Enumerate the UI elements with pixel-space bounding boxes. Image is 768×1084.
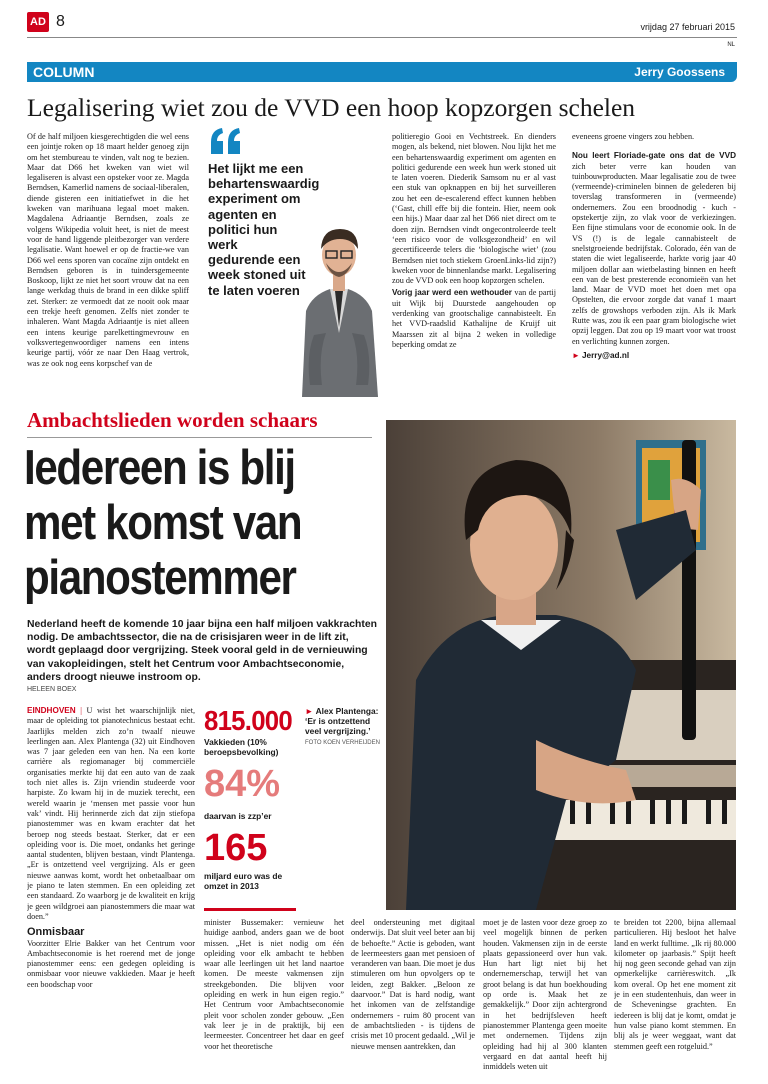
feature-kicker: Ambachtslieden worden schaars [27,408,318,432]
feature-body-2: minister Bussemaker: vernieuw het huidige aanbod, anders gaan we de boot missen. „Het is niet nodig om één opleiding voor elk ambacht te hebben waar alle leerlingen uit het land naartoe komen. De meeste vakmensen zijn streekgebonden. Die blijven voor opleiding en werk in hun eigen regio.” Het Centrum voor Ambachtseconomie pleit voor scholen zonder gebouw. „Een vak leer je in de praktijk, bij een leermeester. Concentreer het daar en geef voor het theoretische [204,918,344,1051]
feature-text-col4 [483,918,607,1078]
column-body-4a: eveneens groene vingers zou hebben. [572,132,695,141]
column-text-col1 [27,132,189,394]
feature-text-col1: EINDHOVEN | U wist het waarschijnlijk niet, maar de opleiding tot pianotechnicus bestaat echt. Jaarlijks melden zich zo’n twaalf nieuwe leerlingen aan. Alex Plantenga (32) uit Eindhoven was 7 jaar geleden een van hen. Na een korte carrière als regiomanager bij commerciële organisaties merkte hij dat een auto van de zaak toch niet alles is. Zijn vriendin studeerde voor harpiste. Zo kwam hij in de muziek terecht, een wereld waarin je ‘mensen met passie voor hun vak’ vindt. Hij herinnerde zich dat zijn stiefopa pianostemmer was en kwam erachter dat het beroep nog steeds bestaat. Sterker, dat er een opleiding voor is. Die moet, ondanks het geringe aantal studenten, blijven bestaan, vindt Plantenga. „Er is ontzettend veel vergrijzing. Als er geen nieuwe aanwas komt, wordt het onbetaalbaar om je piano te laten stemmen. En een opleiding zet een standaard. Zo waarborg je de kwaliteit en krijg je geen wildgroei aan pianostemmers die maar wat doen.” Onmisbaar Voorzitter Elrie Bakker van het Centrum voor Ambachtseconomie is het roerend met de jonge pianostemmer eens: een gedegen opleiding is onmisbaar voor nieuwe vakkieden. Maar je heeft een boodschap voor [27,706,195,989]
photo-caption [305,706,383,748]
stats-box [204,706,299,906]
stat-3-value: 165 [204,827,268,869]
email-arrow-icon: ► [572,350,580,360]
column-body-4: zich beter verre kan houden van tuinbouwproducten. Maar legalisatie zou de twee (vermeende)-criminelen binnen de gelederen bij toverslag transformeren in (vermeende) ondernemers. Zou een broodnodig - kuch - opstekertje zijn, zo vlak voor de verkiezingen. Een fijne stimulans voor de economie ook. In de VS (!) is de legale cannabisteelt de snelstgroeiende bedrijfstak. Colorado, één van de staten die wiet legaliseerde, harkte vorig jaar 40 miljoen dollar aan wietbelasting binnen en heeft een van de best presterende economieën van het land. Maar de VVD moet het doen met opa Opstelten, die ervoor zorgde dat vanaf 1 maart zelfs de growshops verboden zijn. Als ik Mark Rutte was, zou ik een paar gram biologische wiet opzij leggen. Dat zou op 19 maart voor wat troost en verlichting kunnen zorgen. [572,161,736,346]
column-headline: Legalisering wiet zou de VVD een hoop kopzorgen schelen [27,93,636,122]
stat-1-label: Vakkieden (10% beroepsbevolking) [204,737,279,757]
ad-logo: AD [27,12,49,32]
column-email[interactable]: Jerry@ad.nl [581,350,630,360]
column-bar [27,62,737,82]
column-body-1: Of de half miljoen kiesgerechtigden die wel eens een jointje roken op 18 maart helder genoeg zijn om het stembureau te vinden, valt nog te bezien. Maar dat D66 het kweken van wiet wil legaliseren is alvast een opsteker voor ze. Magda Berndsen, Kamerlid namens de sociaal-liberalen, diende gisteren een initiatiefwet in die het kweken van marihuana legaal moet maken. Magdalena Adriaantje Berndsen, zoals ze volgens Wikipedia voluit heet, is niet de meest voor de hand liggende pleitbezorger van verdere legalisatie. Want hoewel er op de fractie-we van D66 wel eens sporen van cocaïne zijn ontdekt en Berndsen geboren is in tuindersgemeente Boskoop, lijkt ze niet het soort vrouw dat na een lange werkdag thuis de brand in een dikke spliff zet. Sterker: ze vermoedt dat ze nooit ook maar een trekje heeft genomen. Zelfs niet zonder te inhaleren. Want Magda Adriaantje is niet alleen een intens keurige parelkettingmevrouw en volksvertegenwoordiger namens een intens keurige partij, vóór ze naar Den Haag vertrok, was ze ook nog eens korpschef van de [27,132,189,368]
headline-line-3: pianostemmer [24,551,296,605]
pianist-photo [386,420,736,910]
stat-2-label: daarvan is zzp’er [204,811,272,821]
feature-text-col5 [614,918,736,1078]
page-date: vrijdag 27 februari 2015 [640,22,735,32]
feature-byline: HELEEN BOEX [27,686,77,693]
column-lead-3: Vorig jaar werd een wethouder [392,288,512,298]
stat-1-value: 815.000 [204,705,292,736]
stat-3-label: miljard euro was de omzet in 2013 [204,871,283,891]
column-text-col3 [392,132,556,394]
stat-2-value: 84% [204,763,281,805]
headline-line-2: met komst van [24,496,302,550]
photo-credit: FOTO KOEN VERHEIJDEN [305,740,380,746]
quote-mark [209,126,243,156]
masthead-rule [27,37,737,38]
feature-body-5: te breiden tot 2200, bijna allemaal particulieren. Hij besloot het halve land en werkt fulltime. „Ik rij 80.000 kilometer op jaarbasis.” Spijt heeft hij nog geen seconde gehad van zijn opmerkelijke carrièreswitch. „Ik kom overal. Op het ene moment zit je in een studentenhuis, dan weer in de Scheveningse grachten. En iedereen is blij dat je komt, omdat je hun valse piano komt stemmen. En blij als je weer weggaat, want dat stemmen geeft een rotgeluid.” [614,918,736,1051]
feature-kicker-rule [27,437,372,438]
column-author: Jerry Goossens [634,65,725,79]
column-label: COLUMN [33,64,95,80]
page-number: 8 [56,13,65,30]
caption-text: Alex Plantenga: ‘Er is ontzettend veel vergrijzing.’ [305,706,379,736]
column-body-3: politieregio Gooi en Vechtstreek. En dienders mogen, als bekend, niet blowen. Nou lijkt het me een behartenswaardig experiment om agenten en politici gedurende een week hun werk stoned uit te laten voeren. Diederik Samsom nu er al vast een stuk van opknappen en bij het surveilleren zou het een de-escalerend effect kunnen hebben (‘Gast, chill effe bij die fontein. Hier, neem ook een hijs.) Maar daar zal het D66 niet direct om te doen zijn. Berndsen vindt ongecontroleerde teelt ‘een risico voor de volksgezondheid’ en wil gecertificeerde telers die ‘biologische wiet’ (zou Berndsen niet toch stiekem GroenLinks-lid zijn?) kweken voor de binnenlandse markt. Legalisering zou de VVD ook een hoop kopzorgen schelen. [392,132,556,286]
feature-text-col3 [351,918,475,1078]
feature-body-1: U wist het waarschijnlijk niet, maar de opleiding tot pianotechnicus bestaat echt. Jaarlijks melden zich zo’n twaalf nieuwe leerlingen aan. Alex Plantenga (32) uit Eindhoven was 7 jaar geleden een van hen. Na een korte carrière als regiomanager bij commerciële organisaties merkte hij dat een auto van de zaak toch niet alles is. Zijn vriendin studeerde voor harpiste. Zo kwam hij in de muziek terecht, een wereld waarin je ‘mensen met passie voor hun vak’ vindt. Hij herinnerde zich dat zijn stiefopa pianostemmer was en kwam erachter dat het beroep nog steeds bestaat. Sterker, dat er een opleiding voor is. Die moet, ondanks het geringe aantal studenten, blijven bestaan, vindt Plantenga. „Er is ontzettend veel vergrijzing. Als er geen nieuwe aanwas komt, wordt het onbetaalbaar om je piano te laten stemmen. En een opleiding zet een standaard. Zo waarborg je de kwaliteit en krijg je geen wildgroei aan pianostemmers die maar wat doen.” [27,706,195,921]
headline-line-1: Iedereen is blij [24,441,295,495]
feature-subhead: Onmisbaar [27,926,85,939]
columnist-portrait [296,215,382,397]
column-body-3b: van de partij uit Wijk bij Duurstede aangehouden op verdenking van grootschalige cannabisteelt. En het VVD-raadslid Kathalijne de Kruijf uit Maarssen zit al bijna 2 weken in volledige beperking omdat ze [392,288,556,349]
column-lead-4: Nou leert Floriade-gate ons dat de VVD [572,151,736,161]
feature-headline [24,441,334,606]
dateline: EINDHOVEN [27,706,76,715]
stats-underline [204,908,296,911]
column-pull-quote: Het lijkt me een behartenswaardig experiment om agenten en politici hun werk gedurende een week stoned uit te laten voeren [208,161,320,298]
feature-text-col2 [204,918,344,1078]
feature-body-4: moet je de lasten voor deze groep zo veel mogelijk binnen de perken houden. Vakmensen zijn in de eerste plaats gepassioneerd over hun vak. Hun hart ligt niet bij het ondernemerschap, terwijl het van groot belang is dat hun boekhouding op orde is. Maak het ze gemakkelijk.” Door zijn achtergrond in het bedrijfsleven heeft pianostemmer Plantenga geen moeite met ondernemen. Tijdens zijn opleiding had hij al 300 klanten vergaard en dat aantal heeft hij inmiddels weten uit [483,918,607,1072]
caption-arrow-icon: ► [305,706,314,716]
feature-body-1b: Voorzitter Elrie Bakker van het Centrum voor Ambachtseconomie is het roerend met de jonge pianostemmer eens: een gedegen opleiding is onmisbaar voor nieuwe vakkieden. Maar je heeft een boodschap voor [27,938,195,989]
feature-body-3: deel ondersteuning met digitaal onderwijs. Dat sluit veel beter aan bij de behoefte.” Actie is geboden, want de leermeesters gaan met pensioen of veranderen van baan. Die moet je dus stimuleren om hun opvolgers op te leiden, zegt Bakker. „Beloon ze daarvoor.” Dat is hard nodig, want het inkomen van de zelfstandige ondernemers - ruim 80 procent van de ambachtslieden - is tijdens de crisis met 10 procent gedaald. „Wil je nieuwe mensen aantrekken, dan [351,918,475,1051]
edition-label: NL [727,42,735,48]
feature-intro: Nederland heeft de komende 10 jaar bijna een half miljoen vakkrachten nodig. De ambachtssector, die na de crisisjaren weer in de lift zit, wordt geplaagd door vergrijzing. Steek vooral geld in de vernieuwing van vakopleidingen, stelt het Centrum voor Ambachtseconomie, anders droogt nieuwe instroom op. [27,619,377,683]
column-text-col4 [572,132,736,394]
